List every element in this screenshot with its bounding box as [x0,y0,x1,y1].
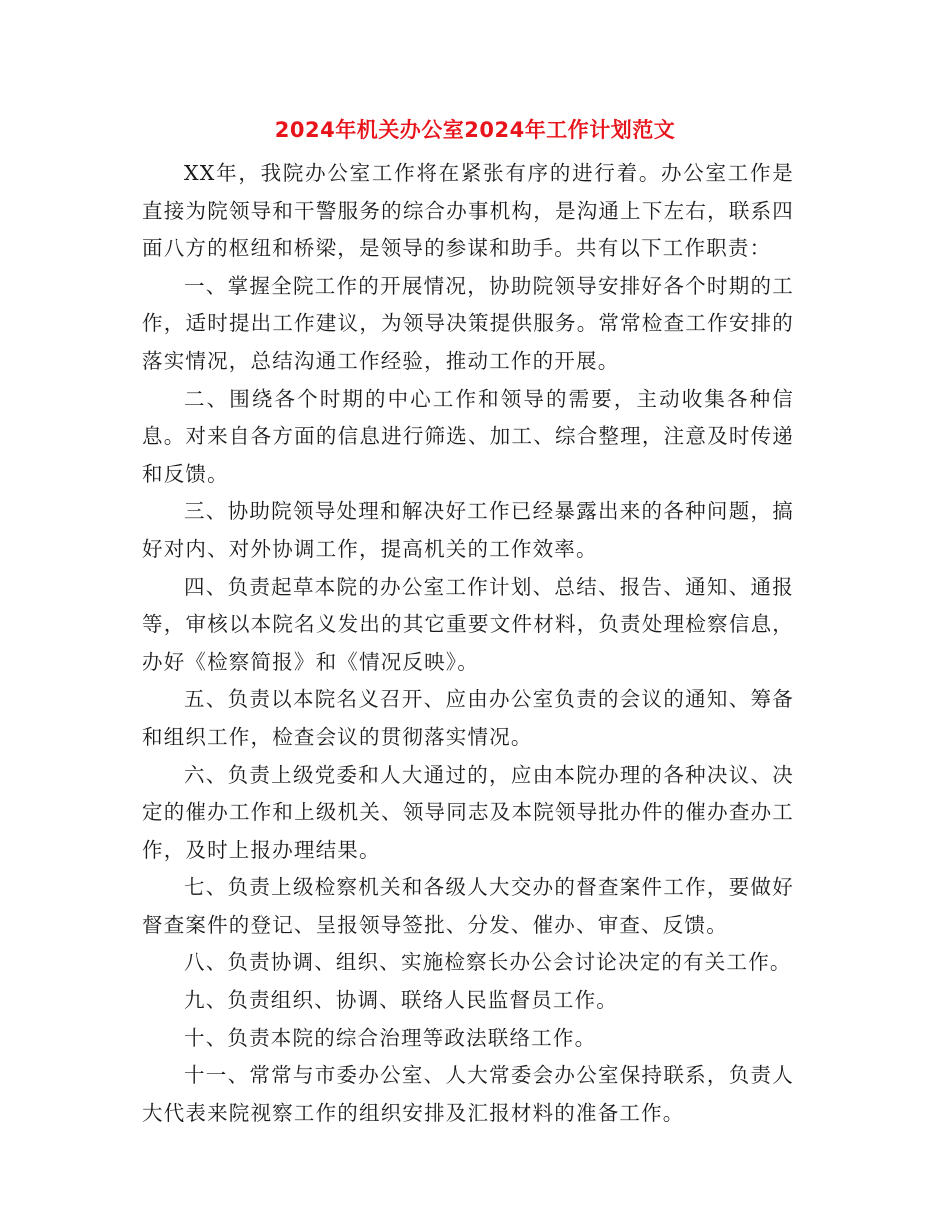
paragraph-item-11: 十一、常常与市委办公室、人大常委会办公室保持联系，负责人大代表来院视察工作的组织安排及汇报材料的准备工作。 [142,1063,794,1125]
paragraph-item-5: 五、负责以本院名义召开、应由办公室负责的会议的通知、筹备和组织工作，检查会议的贯彻落实情况。 [142,687,794,749]
paragraph-item-7: 七、负责上级检察机关和各级人大交办的督查案件工作，要做好督查案件的登记、呈报领导签批、分发、催办、审查、反馈。 [142,875,794,937]
paragraph-intro: XX年，我院办公室工作将在紧张有序的进行着。办公室工作是直接为院领导和干警服务的综合办事机构，是沟通上下左右，联系四面八方的枢纽和桥梁，是领导的参谋和助手。共有以下工作职责： [142,161,794,261]
paragraph-item-8: 八、负责协调、组织、实施检察长办公会讨论决定的有关工作。 [184,950,792,975]
paragraph-item-3: 三、协助院领导处理和解决好工作已经暴露出来的各种问题，搞好对内、对外协调工作，提高机关的工作效率。 [142,499,794,561]
paragraph-item-9: 九、负责组织、协调、联络人民监督员工作。 [184,988,618,1013]
paragraph-item-1: 一、掌握全院工作的开展情况，协助院领导安排好各个时期的工作，适时提出工作建议，为领导决策提供服务。常常检查工作安排的落实情况，总结沟通工作经验，推动工作的开展。 [142,273,794,373]
paragraph-item-6: 六、负责上级党委和人大通过的，应由本院办理的各种决议、决定的催办工作和上级机关、领导同志及本院领导批办件的催办查办工作，及时上报办理结果。 [142,762,794,862]
paragraph-item-4: 四、负责起草本院的办公室工作计划、总结、报告、通知、通报等，审核以本院名义发出的其它重要文件材料，负责处理检察信息，办好《检察简报》和《情况反映》。 [142,574,794,674]
paragraph-item-2: 二、围绕各个时期的中心工作和领导的需要，主动收集各种信息。对来自各方面的信息进行筛选、加工、综合整理，注意及时传递和反馈。 [142,386,794,486]
paragraph-item-10: 十、负责本院的综合治理等政法联络工作。 [184,1025,597,1050]
document-body [142,155,794,1132]
document-title: 2024年机关办公室2024年工作计划范文 [274,118,676,142]
